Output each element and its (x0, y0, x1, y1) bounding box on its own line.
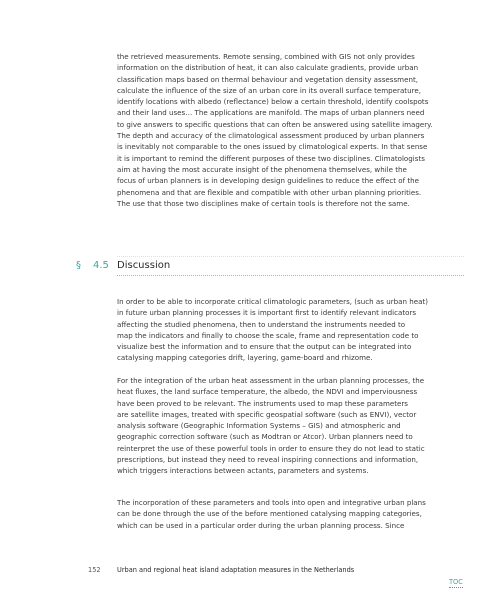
text-line: it is important to remind the different purposes of these two disciplines. Climatologists (117, 153, 425, 163)
text-line: identify locations with albedo (reflectance) below a certain threshold, identify coolspots (117, 97, 429, 107)
text-line: The depth and accuracy of the climatological assessment produced by urban planners (117, 131, 425, 141)
text-line: catalysing mapping categories drift, layering, game-board and rhizome. (117, 353, 373, 363)
text-line: in future urban planning processes it is important first to identify relevant indicators (117, 308, 417, 318)
text-line: In order to be able to incorporate critical climatologic parameters, (such as urban heat) (117, 297, 428, 306)
text-line: aim at having the most accurate insight of the phenomena themselves, while the (117, 164, 407, 174)
text-line: to give answers to specific questions that can often be answered using satellite imagery. (117, 119, 433, 129)
text-line: analysis software (Geographic Information Systems – GIS) and atmospheric and (117, 421, 401, 431)
paragraph-heat-assessment-integration (117, 375, 462, 477)
text-line: focus of urban planners is in developing design guidelines to reduce the effect of the (117, 176, 420, 186)
text-line: phenomena and that are flexible and compatible with other urban planning priorities. (117, 187, 422, 197)
text-line: prescriptions, but instead they need to reveal inspiring connections and information, (117, 455, 419, 465)
text-line: which can be used in a particular order during the urban planning process. Since (117, 520, 405, 530)
section-heading (76, 260, 464, 276)
text-line: classification maps based on thermal behaviour and vegetation density assessment, (117, 74, 418, 84)
text-line: For the integration of the urban heat assessment in the urban planning processes, the (117, 376, 425, 385)
section-divider-top (117, 256, 464, 257)
text-line: the retrieved measurements. Remote sensing, combined with GIS not only provides (117, 52, 415, 61)
text-line: heat fluxes, the land surface temperature, the albedo, the NDVI and imperviousness (117, 387, 418, 397)
text-line: and their land uses… The applications are manifold. The maps of urban planners need (117, 108, 425, 118)
text-line: have been proved to be relevant. The instruments used to map these parameters (117, 398, 408, 408)
text-line: map the indicators and finally to choose the scale, frame and representation code to (117, 330, 419, 340)
text-line: geographic correction software (such as Modtran or Atcor). Urban planners need to (117, 432, 413, 442)
text-line: visualize best the information and to ensure that the output can be integrated into (117, 342, 412, 352)
paragraph-remote-sensing (117, 51, 462, 209)
text-line: affecting the studied phenomena, then to understand the instruments needed to (117, 319, 406, 329)
section-number: 4.5 (93, 260, 109, 271)
paragraph-incorporation (117, 497, 462, 531)
text-line: The use that those two disciplines make of certain tools is therefore not the same. (117, 198, 410, 208)
text-line: calculate the influence of the size of an urban core in its overall surface temperature, (117, 85, 421, 95)
text-line: are satellite images, treated with specific geospatial software (such as ENVI), vector (117, 409, 417, 419)
page-number: 152 (88, 566, 101, 574)
text-line: can be done through the use of the before mentioned catalysing mapping categories, (117, 509, 422, 519)
toc-underline (449, 587, 463, 588)
running-title: Urban and regional heat island adaptation measures in the Netherlands (117, 566, 355, 574)
section-divider (117, 275, 464, 276)
section-symbol: § (76, 260, 81, 271)
paragraph-climatologic-parameters (117, 296, 462, 364)
text-line: reinterpret the use of these powerful tools in order to ensure they do not lead to static (117, 443, 425, 453)
toc-link[interactable]: TOC (449, 578, 463, 586)
text-line: information on the distribution of heat, it can also calculate gradients, provide urban (117, 63, 419, 73)
section-title: Discussion (117, 260, 171, 271)
text-line: is inevitably not comparable to the ones issued by climatological experts. In that sense (117, 142, 428, 152)
text-line: which triggers interactions between actants, parameters and systems. (117, 466, 369, 476)
text-line: The incorporation of these parameters and tools into open and integrative urban plans (117, 498, 426, 507)
